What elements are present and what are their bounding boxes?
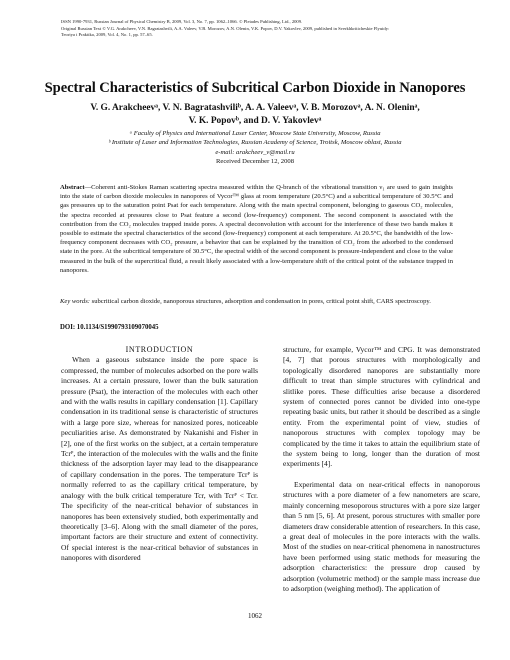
abstract [60,183,453,275]
journal-header-line: Original Russian Text © V.G. Arakcheev, V.N. Bagratashvili, A.A. Valeev, V.B. Morozov, A.N. Olenin, V.K. Popov, D.V. Yakovlev, 2009, published in Sverkhkriticheskie Flyuidy: [61,25,390,31]
author-line: V. G. Arakcheevᵃ, V. N. Bagratashviliᵇ, A. A. Valeevᵃ, V. B. Morozovᵃ, A. N. Oleninᵃ, [90,103,420,113]
keywords-label: Key words: [60,298,90,305]
affiliation-a: ᵃ Faculty of Physics and International Laser Center, Moscow State University, Moscow, Russia [129,130,381,137]
body-paragraph: When a gaseous substance inside the pore space is compressed, the number of molecules adsorbed on the pore walls increases. At a certain pressure, lower than the bulk saturation pressure (Psat), the interaction of the molecules with each other and with the walls results in capillary condensation [1]. Capillary condensation in its traditional sense is characteristic of structures with a large pore size, whereas for nanosized pores, noticeable peculiarities arise. As demonstrated by Nakanishi and Fisher in [2], one of the first works on the subject, at a certain temperature Tcrᴾ, the interaction of the molecules with the walls and the finite thickness of the adsorption layer may lead to the disappearance of capillary condensation in the pores. The temperature Tcrᴾ is normally referred to as the capillary critical temperature, by analogy with the bulk critical temperature Tcr, with Tcrᴾ < Tcr. The specificity of the near-critical behavior of substances in nanopores has been extensively studied, both experimentally and theoretically [3–6]. Along with the small diameter of the pores, important factors are their structure and extent of connectivity. Of special interest is the near-critical behavior of substances in nanopores with disordered [61,355,258,563]
keywords-text: subcritical carbon dioxide, nanoporous structures, adsorption and condensation in pores, critical point shift, CARS spectroscopy. [89,298,431,305]
journal-header-line: ISSN 1990-7931, Russian Journal of Physical Chemistry B, 2009, Vol. 3, No. 7, pp. 1062–1066. © Pleiades Publishing, Ltd., 2009. [61,19,303,24]
author-list [30,102,480,128]
doi: DOI: 10.1134/S1990793109070045 [60,324,159,331]
received-date: Received December 12, 2008 [216,158,294,166]
body-column-right [283,345,480,594]
body-column-left [61,345,258,564]
section-heading: INTRODUCTION [125,345,194,354]
page-number: 1062 [248,612,262,620]
keywords [60,297,453,306]
body-paragraph: Experimental data on near-critical effects in nanoporous structures with a pore diameter of a few nanometers are scare, mainly concerning mesoporous structures with a pore size larger than 5 nm [5, 6]. At present, porous structures with smaller pore diameters draw considerable attention of researchers. In this case, a great deal of molecules in the pore interacts with the walls. Most of the studies on near-critical phenomena in nanostructures have been performed using static methods for measuring the adsorption characteristics: the pressure drop caused by adsorption (volumetric method) or the sample mass increase due to adsorption (weighing method). The application of [283,479,480,593]
contact-email: e-mail: arakcheev_v@mail.ru [215,148,295,156]
affiliations [30,129,480,167]
affiliation-b: ᵇ Institute of Laser and Information Technologies, Russian Academy of Science, Troitsk, Moscow oblast, Russia [108,139,402,147]
abstract-label: Abstract [60,184,85,191]
journal-header-line: Teoriya i Praktika, 2009, Vol. 4, No. 1, pp. 57–65. [61,32,153,38]
body-paragraph: structure, for example, Vycor™ and CPG. It was demonstrated [4, 7] that porous structures with morphologically and topologically disordered nanopores are substantially more difficult to treat than simple structures with cylindrical and slitlike pores. These difficulties arise because a disordered system of connected pores cannot be divided into one-type repeating basic units, but rather it should be described as a single entity. From the experimental point of view, studies of nanoporous structures with complex topology may be complicated by the time it takes to attain the equilibrium state of the system being to long, longer than the duration of most experiments [4]. [283,345,480,469]
paper-title: Spectral Characteristics of Subcritical Carbon Dioxide in Nanopores [44,80,466,96]
abstract-text: —Coherent anti-Stokes Raman scattering spectra measured within the Q-branch of the vibrational transition ν₁ are used to gain insights into the state of carbon dioxide molecules in nanopores of Vycor™ glass at room temperature (20.5°C) and a subcritical temperature of 30.5°C and gas pressures up to the saturation point Psat for each temperature. Along with the main spectral component, belonging to gaseous CO₂ molecules, the spectra recorded at pressures close to Psat feature a second (low-frequency) component. The second component is associated with the contribution from the CO₂ molecules trapped inside pores. A spectral deconvolution with account for the interference of these two bands makes it possible to estimate the spectral characteristics of the second (low-frequency) component at each temperature. At 20.5°C, the bandwidth of the low-frequency component decreases with CO₂ pressure, a behavior that can be explained by the transition of CO₂ from the adsorbed to the condensed state in the pore. At the subcritical temperature of 30.5°C, the spectral width of the second component is pressure-independent and close to the value measured in the bulk of the supercritical fluid, a result likely associated with a low-temperature shift of the critical point of the substance trapped in nanopores. [60,184,453,274]
author-line: V. K. Popovᵇ, and D. V. Yakovlevᵃ [188,116,322,126]
journal-header [61,19,451,39]
